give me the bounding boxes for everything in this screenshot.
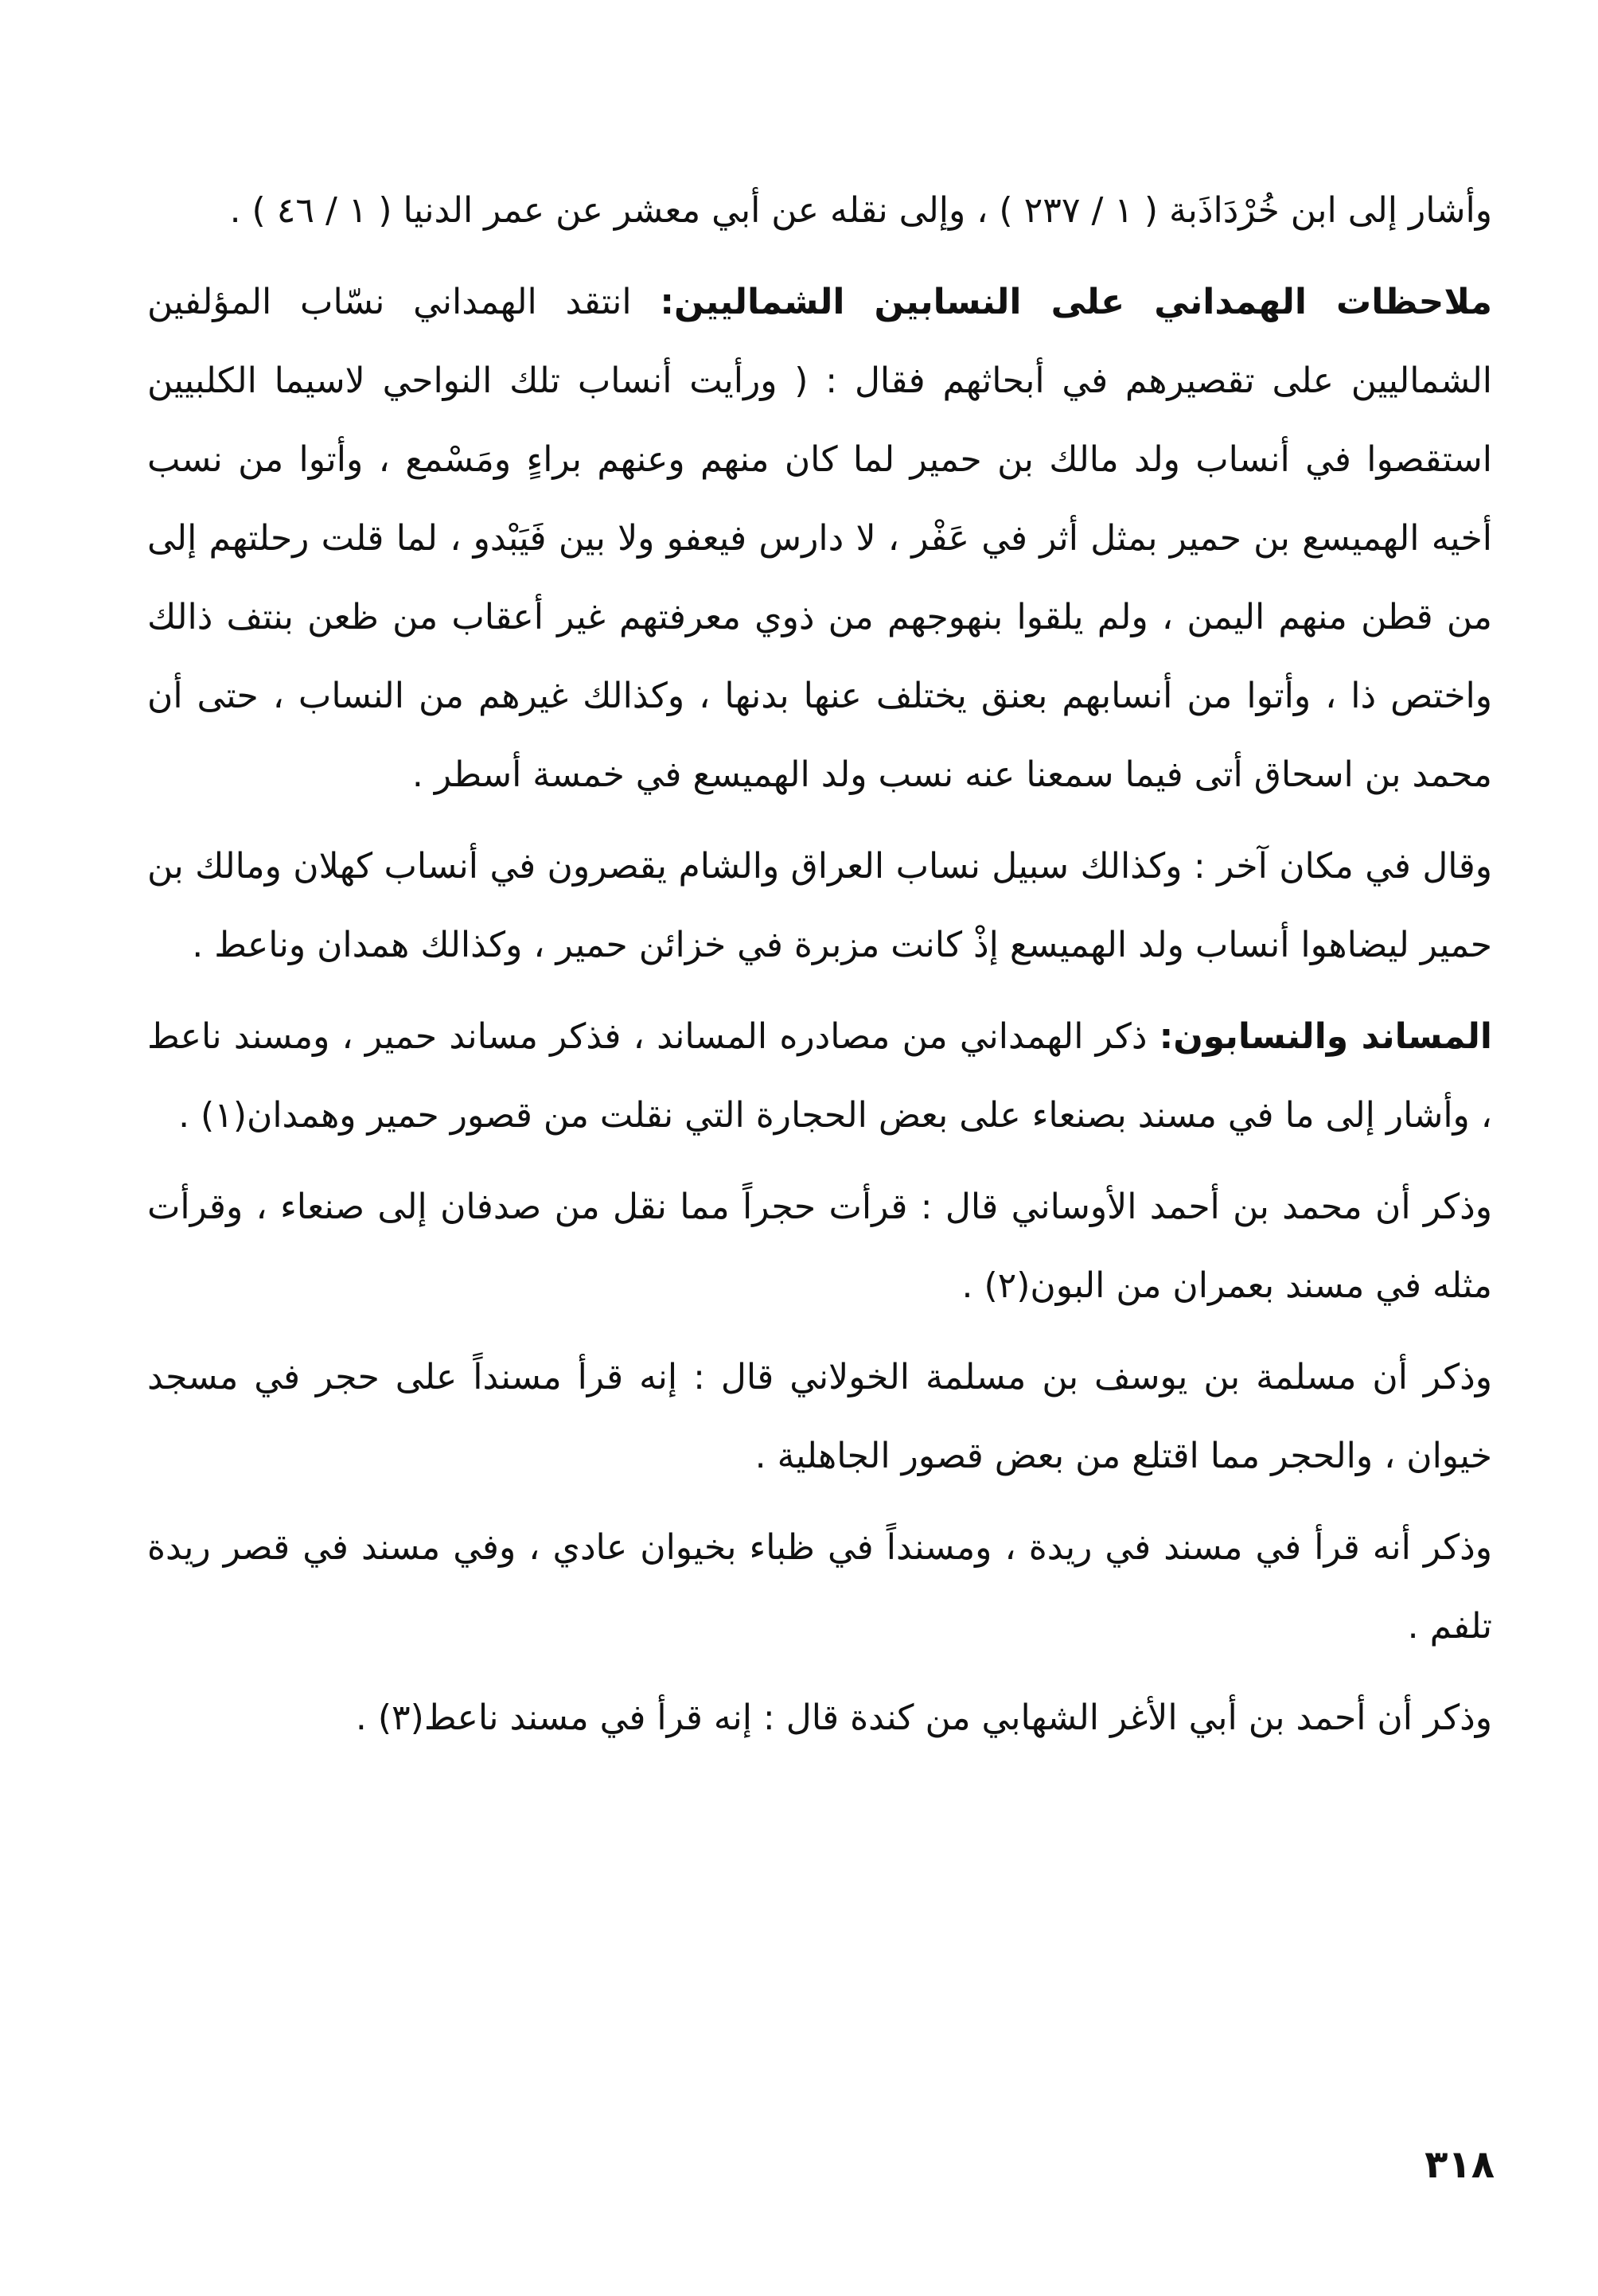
paragraph-text: وذكر أنه قرأ في مسند في ريدة ، ومسنداً في ظباء بخيوان عادي ، وفي مسند في قصر ريدة تلفم . — [147, 1527, 1492, 1647]
paragraph-text: وذكر أن أحمد بن أبي الأغر الشهابي من كندة قال : إنه قرأ في مسند ناعط(٣) . — [355, 1698, 1492, 1738]
paragraph-awsani — [147, 1167, 1492, 1325]
paragraph-khawlani — [147, 1338, 1492, 1495]
section-heading: ملاحظات الهمداني على النسابين الشماليين: — [660, 282, 1492, 322]
paragraph-text: وأشار إلى ابن خُرْدَاذَبة ( ١ / ٢٣٧ ) ، وإلى نقله عن أبي معشر عن عمر الدنيا ( ١ / ٤٦ ) . — [229, 190, 1492, 231]
paragraph-another-place — [147, 827, 1492, 984]
section-heading: المساند والنسابون: — [1159, 1016, 1492, 1057]
paragraph-text: وذكر أن محمد بن أحمد الأوساني قال : قرأت حجراً مما نقل من صدفان إلى صنعاء ، وقرأت مثله في مسند بعمران من البون(٢) . — [147, 1187, 1492, 1306]
paragraph-ibn-khurradadhbih — [147, 171, 1492, 250]
paragraph-shihabi — [147, 1678, 1492, 1757]
body-text — [147, 171, 1492, 1757]
paragraph-text: ذكر الهمداني من مصادره المساند ، فذكر مساند حمير ، ومسند ناعط ، وأشار إلى ما في مسند بصنعاء على بعض الحجارة التي نقلت من قصور حمير وهمدان(١) . — [147, 1016, 1492, 1136]
paragraph-text: وقال في مكان آخر : وكذالك سبيل نساب العراق والشام يقصرون في أنساب كهلان ومالك بن حمير ليضاهوا أنساب ولد الهميسع إذْ كانت مزبرة في خزائن حمير ، وكذالك همدان وناعط . — [147, 846, 1492, 965]
paragraph-text: انتقد الهمداني نسّاب المؤلفين الشماليين على تقصيرهم في أبحاثهم فقال : ( ورأيت أنساب تلك النواحي لاسيما الكلبيين استقصوا في أنساب ولد مالك بن حمير لما كان منهم وعنهم براءٍ ومَسْمع ، وأتوا من نسب أخيه الهميسع بن حمير بمثل أثر في عَفْر ، لا دارس فيعفو ولا بين فَيَبْدو ، لما قلت رحلتهم إلى من قطن منهم اليمن ، ولم يلقوا بنهوجهم من ذوي معرفتهم غير أعقاب من ظعن بنتف ذالك واختص ذا ، وأتوا من أنسابهم بعنق يختلف عنها بدنها ، وكذالك غيرهم من النساب ، حتى أن محمد بن اسحاق أتى فيما سمعنا عنه نسب ولد الهميسع في خمسة أسطر . — [147, 282, 1492, 795]
paragraph-hamdani-remarks — [147, 263, 1492, 814]
paragraph-rayda — [147, 1508, 1492, 1666]
paragraph-text: وذكر أن مسلمة بن يوسف بن مسلمة الخولاني قال : إنه قرأ مسنداً على حجر في مسجد خيوان ، والحجر مما اقتلع من بعض قصور الجاهلية . — [147, 1357, 1492, 1476]
paragraph-musnads-and-genealogists — [147, 997, 1492, 1155]
page-number: ٣١٨ — [1425, 2142, 1495, 2187]
